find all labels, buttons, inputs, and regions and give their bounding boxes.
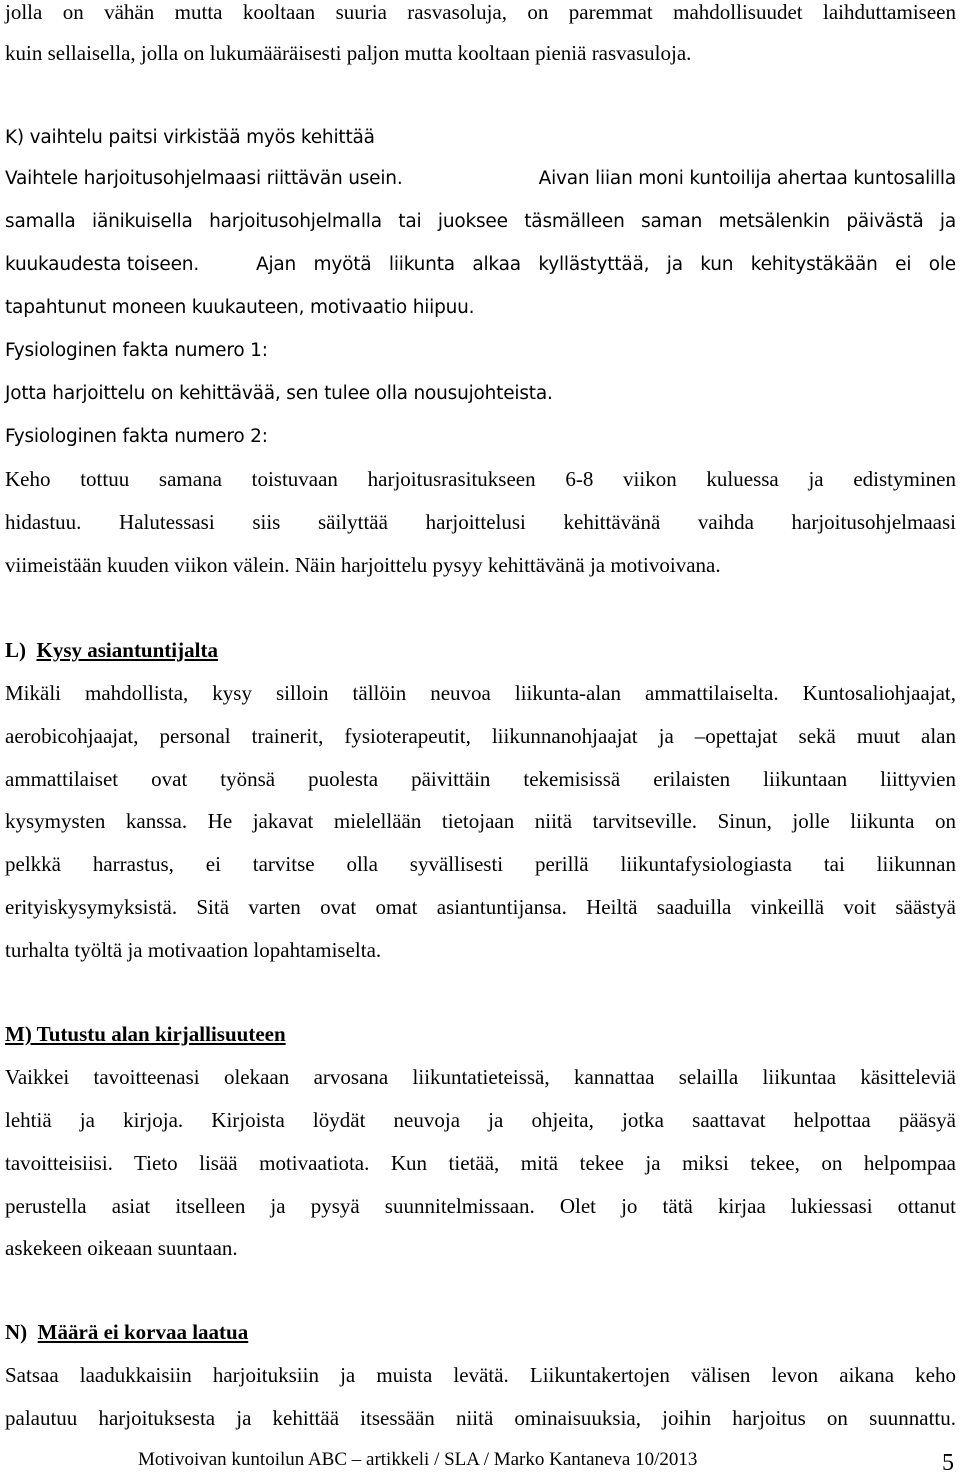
section-heading-m — [5, 1021, 956, 1047]
text-line: pelkkä harrastus, ei tarvitse olla syvällisesti perillä liikuntafysiologiasta tai liikunnan — [5, 852, 956, 876]
text-line: ammattilaiset ovat työnsä puolesta päivittäin tekemisissä erilaisten liikuntaan liittyvien — [5, 767, 956, 791]
text-line: Mikäli mahdollista, kysy silloin tällöin neuvoa liikunta-alan ammattilaiselta. Kuntosaliohjaajat, — [5, 681, 956, 705]
text-line: kysymysten kanssa. He jakavat mielellään tietojaan niitä tarvitseville. Sinun, jolle liikunta on — [5, 809, 956, 833]
text-line: askekeen oikeaan suuntaan. — [5, 1236, 238, 1260]
text-line: erityiskysymyksistä. Sitä varten ovat omat asiantuntijansa. Heiltä saaduilla vinkeillä voit säästyä — [5, 895, 956, 919]
text-line: Vaikkei tavoitteenasi olekaan arvosana liikuntatieteissä, kannattaa selailla liikuntaa käsitteleviä — [5, 1065, 956, 1089]
text-line: hidastuu. Halutessasi siis säilyttää harjoittelusi kehittävänä vaihda harjoitusohjelmaasi — [5, 510, 956, 534]
text-line: tapahtunut moneen kuukauteen, motivaatio hiipuu. — [5, 297, 475, 318]
heading-text: M) Tutustu alan kirjallisuuteen — [5, 1022, 286, 1046]
text-run: kuukaudesta toiseen. — [5, 254, 199, 275]
heading-prefix: L) — [5, 638, 26, 662]
section-heading-k: K) vaihtelu paitsi virkistää myös kehittää — [5, 127, 375, 148]
fact-heading-2: Fysiologinen fakta numero 2: — [5, 426, 268, 447]
page-footer: Motivoivan kuntoilun ABC – artikkeli / SLA / Marko Kantaneva 10/2013 — [138, 1449, 698, 1470]
text-line — [5, 166, 956, 192]
text-line: jolla on vähän mutta kooltaan suuria rasvasoluja, on paremmat mahdollisuudet laihduttamiseen — [5, 0, 956, 24]
text-line: samalla iänikuisella harjoitusohjelmalla tai juoksee täsmälleen saman metsälenkin päivästä ja — [5, 211, 956, 232]
text-line: aerobicohjaajat, personal trainerit, fysioterapeutit, liikunnanohjaajat ja –opettajat sekä muut alan — [5, 724, 956, 748]
text-run: Ajan myötä liikunta alkaa kyllästyttää, ja kun kehitystäkään ei ole — [256, 254, 956, 275]
text-line: tavoitteisiisi. Tieto lisää motivaatiota. Kun tietää, mitä tekee ja miksi tekee, on helpompaa — [5, 1151, 956, 1175]
text-line: viimeistään kuuden viikon välein. Näin harjoittelu pysyy kehittävänä ja motivoivana. — [5, 553, 721, 577]
text-run: Vaihtele harjoitusohjelmaasi riittävän usein. — [5, 168, 403, 189]
text-line: turhalta työltä ja motivaation lopahtamiselta. — [5, 938, 382, 962]
text-line: perustella asiat itselleen ja pysyä suunnitelmissaan. Olet jo tätä kirjaa lukiessasi ottanut — [5, 1194, 956, 1218]
section-heading-n — [5, 1319, 956, 1345]
text-line: palautuu harjoituksesta ja kehittää itsessään niitä ominaisuuksia, joihin harjoitus on suunnattu. — [5, 1406, 956, 1430]
fact-heading-1: Fysiologinen fakta numero 1: — [5, 340, 268, 361]
text-line: kuin sellaisella, jolla on lukumääräisesti paljon mutta kooltaan pieniä rasvasuloja. — [5, 41, 692, 65]
text-run: Aivan liian moni kuntoilija ahertaa kuntosalilla — [538, 168, 956, 189]
text-line: Satsaa laadukkaisiin harjoituksiin ja muista levätä. Liikuntakertojen välisen levon aikana keho — [5, 1363, 956, 1387]
heading-text: Kysy asiantuntijalta — [36, 638, 218, 662]
fact-text-1: Jotta harjoittelu on kehittävää, sen tulee olla nousujohteista. — [5, 383, 553, 404]
page-number: 5 — [942, 1450, 954, 1476]
text-line: Keho tottuu samana toistuvaan harjoitusrasitukseen 6-8 viikon kuluessa ja edistyminen — [5, 467, 956, 491]
text-line — [5, 252, 956, 278]
heading-prefix: N) — [5, 1320, 28, 1344]
section-heading-l — [5, 637, 956, 663]
text-line: lehtiä ja kirjoja. Kirjoista löydät neuvoja ja ohjeita, jotka saattavat helpottaa pääsyä — [5, 1108, 956, 1132]
heading-text: Määrä ei korvaa laatua — [37, 1320, 249, 1344]
